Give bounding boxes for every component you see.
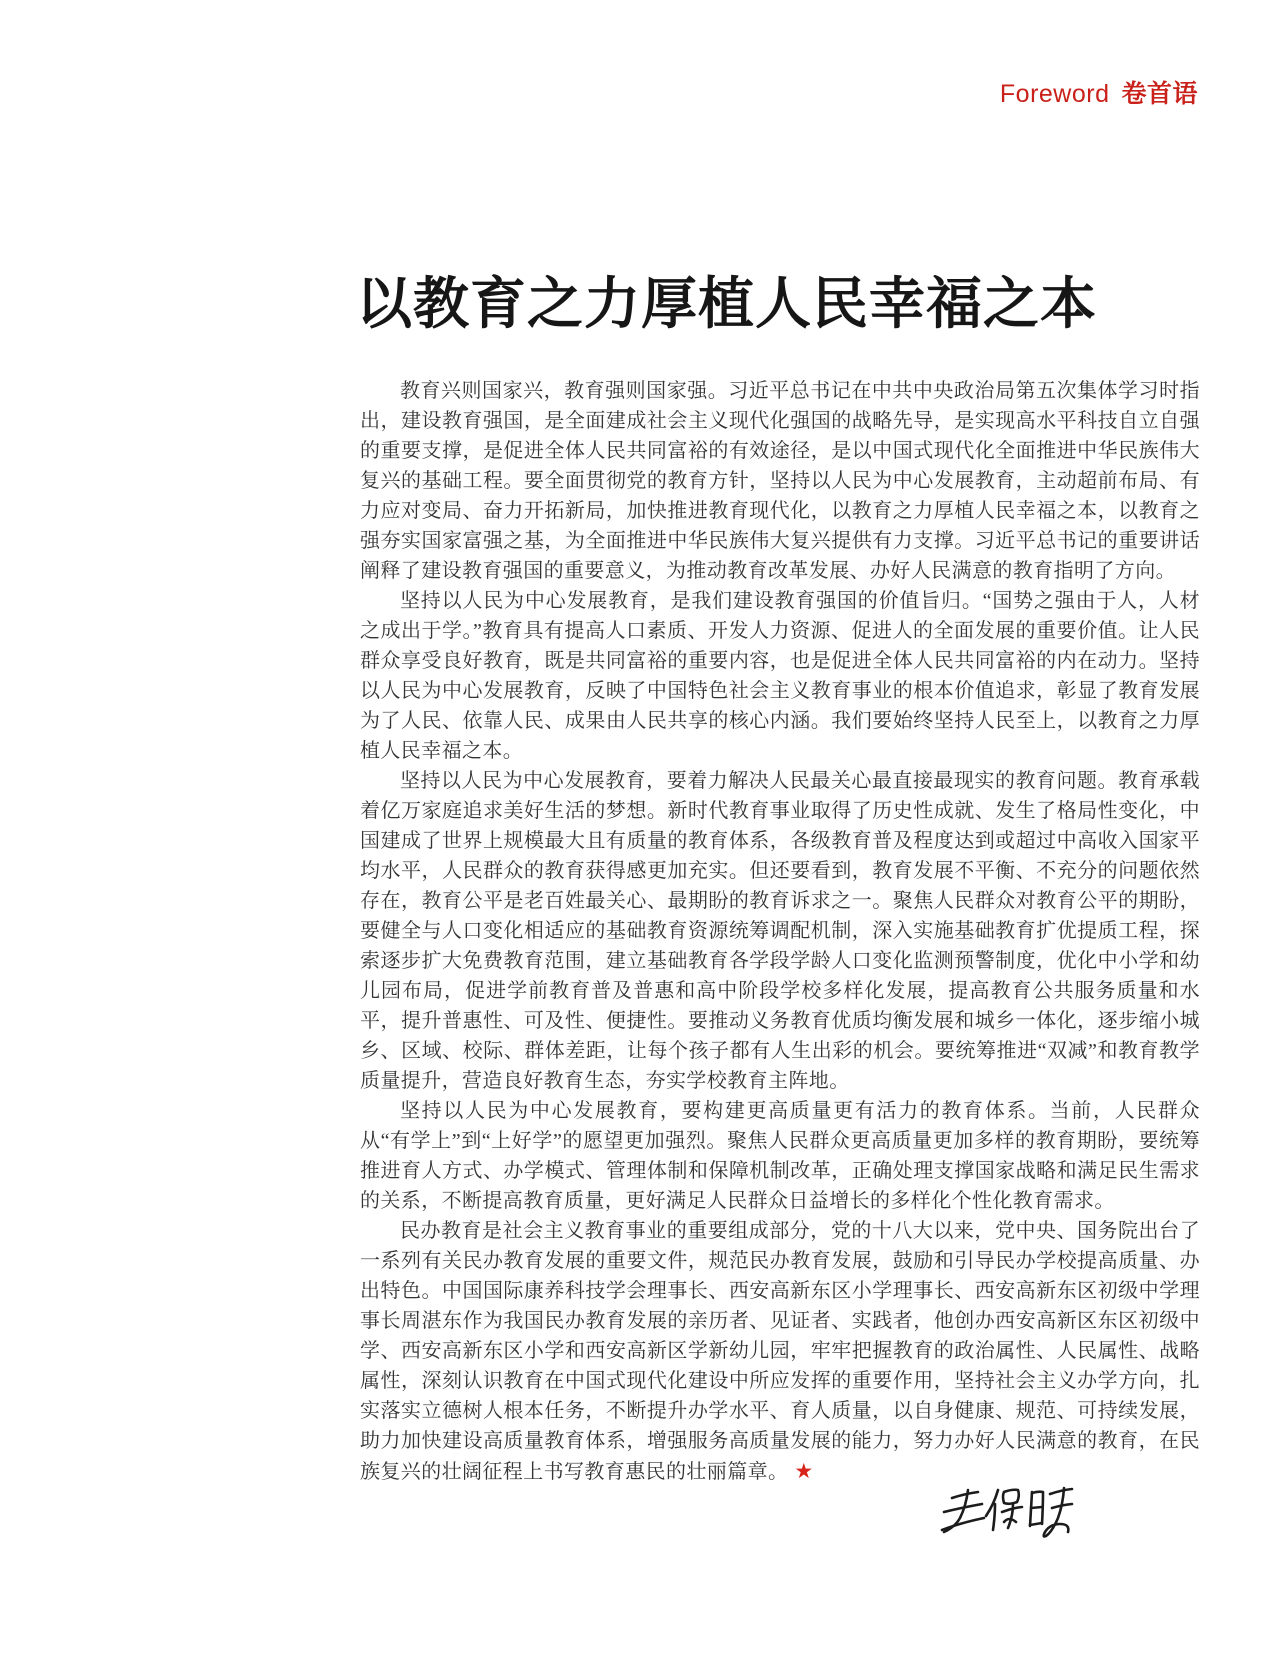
paragraph-2: 坚持以人民为中心发展教育，是我们建设教育强国的价值旨归。“国势之强由于人，人材之成出于学。”教育具有提高人口素质、开发人力资源、促进人的全面发展的重要价值。让人民群众享受良好教育，既是共同富裕的重要内容，也是促进全体人民共同富裕的内在动力。坚持以人民为中心发展教育，反映了中国特色社会主义教育事业的根本价值追求，彰显了教育发展为了人民、依靠人民、成果由人民共享的核心内涵。我们要始终坚持人民至上，以教育之力厚植人民幸福之本。 [360,590,1200,762]
paragraph-5 [360,1216,1200,1487]
header-label-en: Foreword [999,80,1110,108]
page-header [0,74,1198,110]
article-body [360,376,1200,1487]
header-label-zh: 卷首语 [1121,80,1198,108]
article-title: 以教育之力厚植人民幸福之本 [356,273,1097,336]
paragraph-5-text: 民办教育是社会主义教育事业的重要组成部分，党的十八大以来，党中央、国务院出台了一系列有关民办教育发展的重要文件，规范民办教育发展，鼓励和引导民办学校提高质量、办出特色。中国国际康养科技学会理事长、西安高新东区小学理事长、西安高新东区初级中学理事长周湛东作为我国民办教育发展的亲历者、见证者、实践者，他创办西安高新区东区初级中学、西安高新东区小学和西安高新区学新幼儿园，牢牢把握教育的政治属性、人民属性、战略属性，深刻认识教育在中国式现代化建设中所应发挥的重要作用，坚持社会主义办学方向，扎实落实立德树人根本任务，不断提升办学水平、育人质量，以自身健康、规范、可持续发展，助力加快建设高质量教育体系，增强服务高质量发展的能力，努力办好人民满意的教育，在民族复兴的壮阔征程上书写教育惠民的壮丽篇章。 [360,1220,1200,1483]
paragraph-4: 坚持以人民为中心发展教育，要构建更高质量更有活力的教育体系。当前，人民群众从“有学上”到“上好学”的愿望更加强烈。聚焦人民群众更高质量更加多样的教育期盼，要统筹推进育人方式、办学模式、管理体制和保障机制改革，正确处理支撑国家战略和满足民生需求的关系，不断提高教育质量，更好满足人民群众日益增长的多样化个性化教育需求。 [360,1100,1200,1212]
paragraph-3: 坚持以人民为中心发展教育，要着力解决人民最关心最直接最现实的教育问题。教育承载着亿万家庭追求美好生活的梦想。新时代教育事业取得了历史性成就、发生了格局性变化，中国建成了世界上规模最大且有质量的教育体系，各级教育普及程度达到或超过中高收入国家平均水平，人民群众的教育获得感更加充实。但还要看到，教育发展不平衡、不充分的问题依然存在，教育公平是老百姓最关心、最期盼的教育诉求之一。聚焦人民群众对教育公平的期盼，要健全与人口变化相适应的基础教育资源统筹调配机制，深入实施基础教育扩优提质工程，探索逐步扩大免费教育范围，建立基础教育各学段学龄人口变化监测预警制度，优化中小学和幼儿园布局，促进学前教育普及普惠和高中阶段学校多样化发展，提高教育公共服务质量和水平，提升普惠性、可及性、便捷性。要推动义务教育优质均衡发展和城乡一体化，逐步缩小城乡、区域、校际、群体差距，让每个孩子都有人生出彩的机会。要统筹推进“双减”和教育教学质量提升，营造良好教育生态，夯实学校教育主阵地。 [360,770,1200,1092]
signature [938,1462,1082,1558]
signature-strokes [938,1462,1082,1558]
end-star-icon: ★ [794,1459,814,1483]
paragraph-1: 教育兴则国家兴，教育强则国家强。习近平总书记在中共中央政治局第五次集体学习时指出，建设教育强国，是全面建成社会主义现代化强国的战略先导，是实现高水平科技自立自强的重要支撑，是促进全体人民共同富裕的有效途径，是以中国式现代化全面推进中华民族伟大复兴的基础工程。要全面贯彻党的教育方针，坚持以人民为中心发展教育，主动超前布局、有力应对变局、奋力开拓新局，加快推进教育现代化，以教育之力厚植人民幸福之本，以教育之强夯实国家富强之基，为全面推进中华民族伟大复兴提供有力支撑。习近平总书记的重要讲话阐释了建设教育强国的重要意义，为推动教育改革发展、办好人民满意的教育指明了方向。 [360,380,1200,582]
